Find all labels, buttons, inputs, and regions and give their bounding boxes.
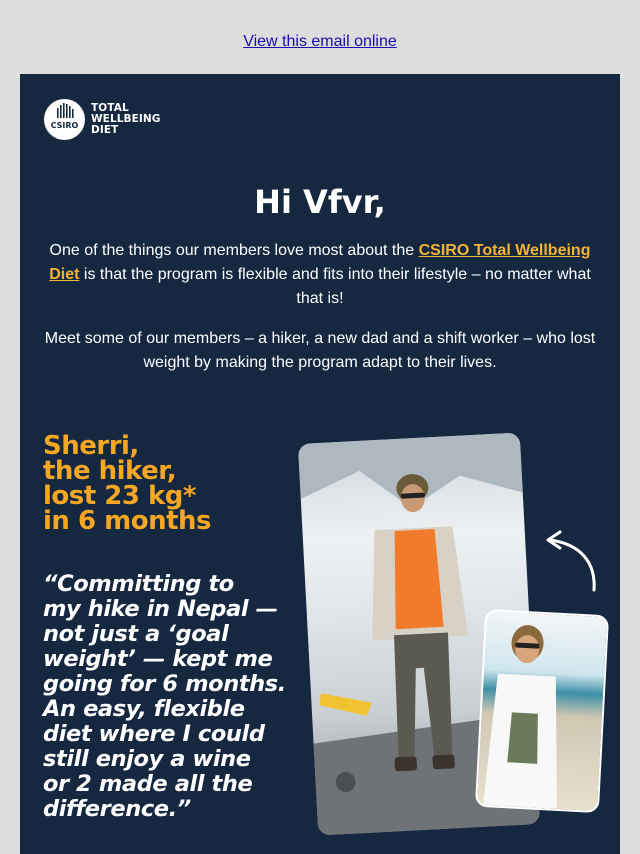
story-title-line: in 6 months [43,506,211,536]
logo-line-1: TOTAL [91,101,129,114]
story-title-line: Sherri, [43,431,139,461]
quote-line: going for 6 months. [43,671,286,697]
quote-line: diet where I could [43,721,265,747]
curved-arrow-icon [536,526,606,596]
quote-line: weight’ — kept me [43,646,273,672]
quote-line: not just a ‘goal [43,621,229,647]
quote-line: difference.” [43,796,191,822]
beach-photo [475,609,609,813]
csiro-badge [44,99,85,140]
quote-line: or 2 made all the [43,771,253,797]
intro-text-before: One of the things our members love most about the [49,242,419,259]
story-title-line: lost 23 kg* [43,481,196,511]
logo-line-2: WELLBEING [91,112,161,125]
members-paragraph: Meet some of our members – a hiker, a new dad and a shift worker – who lost weight by making the program adapt to their lives. [44,330,596,371]
quote-line: “Committing to [43,571,234,597]
view-online-link[interactable]: View this email online [243,33,397,50]
quote-line: still enjoy a wine [43,746,251,772]
csiro-badge-text: CSIRO [50,120,79,130]
logo-wordmark [91,103,161,136]
logo-line-3: DIET [91,123,119,136]
member-story-banner[interactable] [20,422,620,854]
quote-line: An easy, flexible [43,696,245,722]
intro-text-after: is that the program is flexible and fits into their lifestyle – no matter what that is! [79,266,591,307]
member-quote [43,572,313,822]
intro-paragraph [44,239,596,311]
quote-line: my hike in Nepal — [43,596,278,622]
preheader [0,0,640,74]
story-title [43,431,211,536]
csiro-badge-icon [44,99,85,140]
story-title-line: the hiker, [43,456,177,486]
csiro-logo[interactable] [44,98,161,140]
email-body [20,74,620,854]
program-link[interactable]: CSIRO Total Wellbeing Diet [49,242,591,283]
beach-figure-illustration [477,611,607,811]
greeting-heading: Hi Vfvr, [254,183,386,221]
